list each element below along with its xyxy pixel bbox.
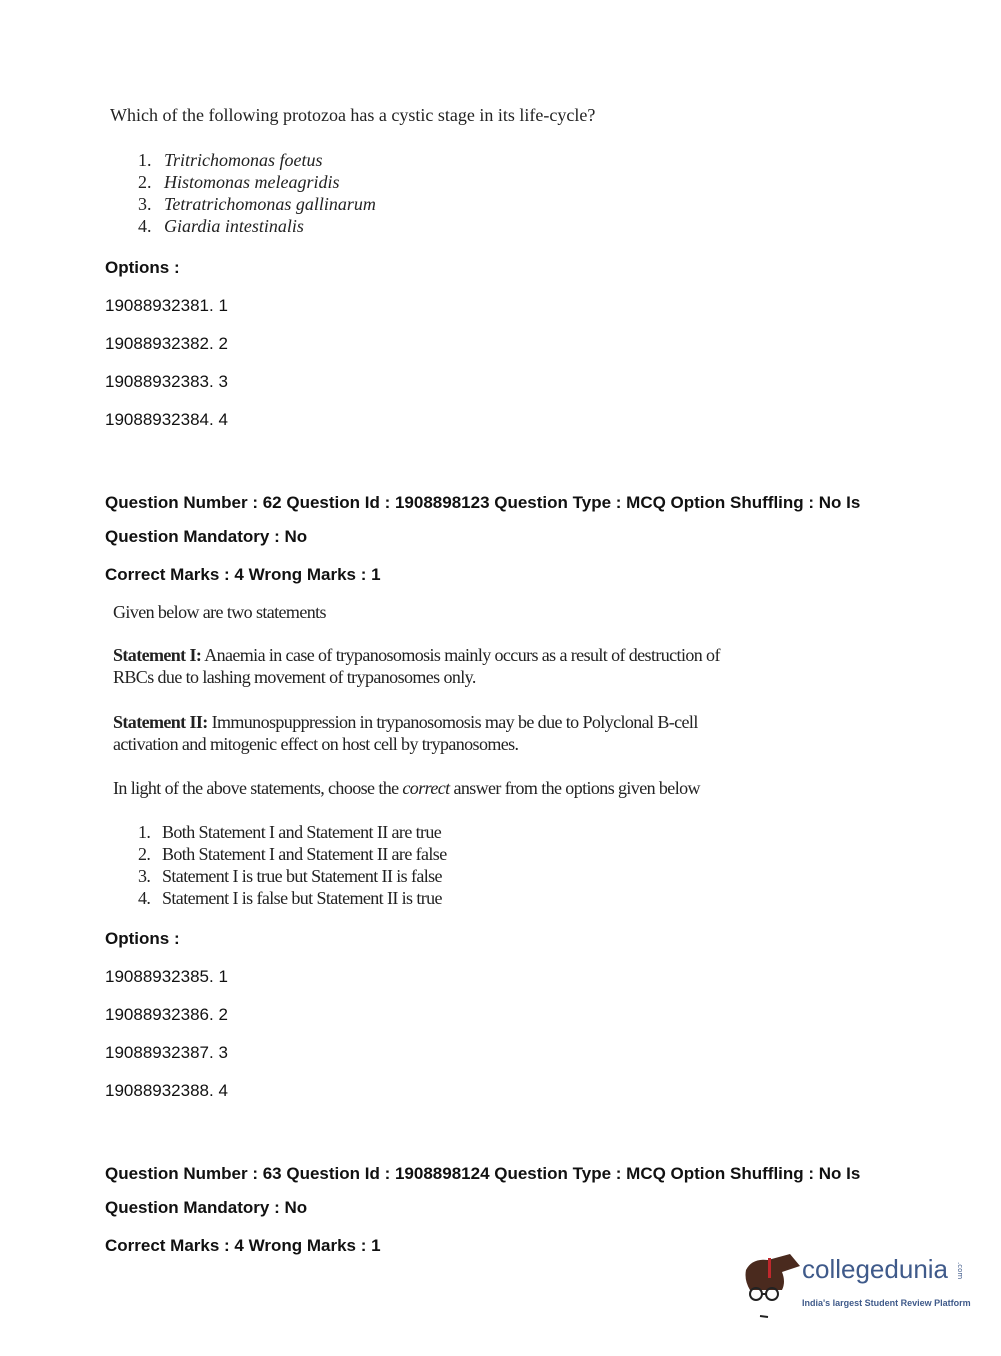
q62-option-3: 19088932387. 3 [105, 1043, 228, 1062]
q63-mandatory: Question Mandatory : No [105, 1198, 308, 1217]
q62-mandatory: Question Mandatory : No [105, 527, 308, 546]
q62-choice-4: 4. Statement I is false but Statement II is true [138, 888, 442, 908]
q63-header: Question Number : 63 Question Id : 1908898124 Question Type : MCQ Option Shuffling : No Is [105, 1164, 861, 1183]
q62-choice-2: 2. Both Statement I and Statement II are false [138, 844, 447, 864]
q62-statement-2: Statement II: Immunospuppression in trypanosomosis may be due to Polyclonal B-cell [113, 712, 698, 732]
q61-options-label: Options : [105, 258, 180, 277]
q62-header: Question Number : 62 Question Id : 1908898123 Question Type : MCQ Option Shuffling : No Is [105, 493, 861, 512]
q61-option-3: 19088932383. 3 [105, 372, 228, 391]
q62-choice-3: 3. Statement I is true but Statement II is false [138, 866, 442, 886]
q62-choice-1: 1. Both Statement I and Statement II are true [138, 822, 442, 842]
logo-wordmark: collegedunia [802, 1254, 949, 1284]
logo-tagline: India's largest Student Review Platform [802, 1298, 971, 1308]
q62-option-4: 19088932388. 4 [105, 1081, 228, 1100]
q62-options-label: Options : [105, 929, 180, 948]
q62-instruction: In light of the above statements, choose the correct answer from the options given below [113, 778, 700, 798]
q61-option-2: 19088932382. 2 [105, 334, 228, 353]
q62-option-1: 19088932385. 1 [105, 967, 228, 986]
logo-com: .com [956, 1262, 964, 1280]
collegedunia-logo [742, 1250, 992, 1324]
q62-option-2: 19088932386. 2 [105, 1005, 228, 1024]
q61-choice-1: 1. Tritrichomonas foetus [138, 150, 323, 170]
q63-marks: Correct Marks : 4 Wrong Marks : 1 [105, 1236, 381, 1255]
q62-intro: Given below are two statements [113, 602, 326, 622]
q61-choice-3: 3. Tetratrichomonas gallinarum [138, 194, 376, 214]
mascot-icon [742, 1250, 802, 1320]
q62-marks: Correct Marks : 4 Wrong Marks : 1 [105, 565, 381, 584]
q61-question: Which of the following protozoa has a cystic stage in its life-cycle? [110, 105, 596, 125]
q61-choice-2: 2. Histomonas meleagridis [138, 172, 340, 192]
q62-statement-1: Statement I: Anaemia in case of trypanosomosis mainly occurs as a result of destruction of [113, 645, 720, 665]
q62-statement-2-cont: activation and mitogenic effect on host cell by trypanosomes. [113, 734, 519, 754]
q61-choice-4: 4. Giardia intestinalis [138, 216, 304, 236]
q61-option-4: 19088932384. 4 [105, 410, 228, 429]
q62-statement-1-cont: RBCs due to lashing movement of trypanosomes only. [113, 667, 476, 687]
q61-option-1: 19088932381. 1 [105, 296, 228, 315]
